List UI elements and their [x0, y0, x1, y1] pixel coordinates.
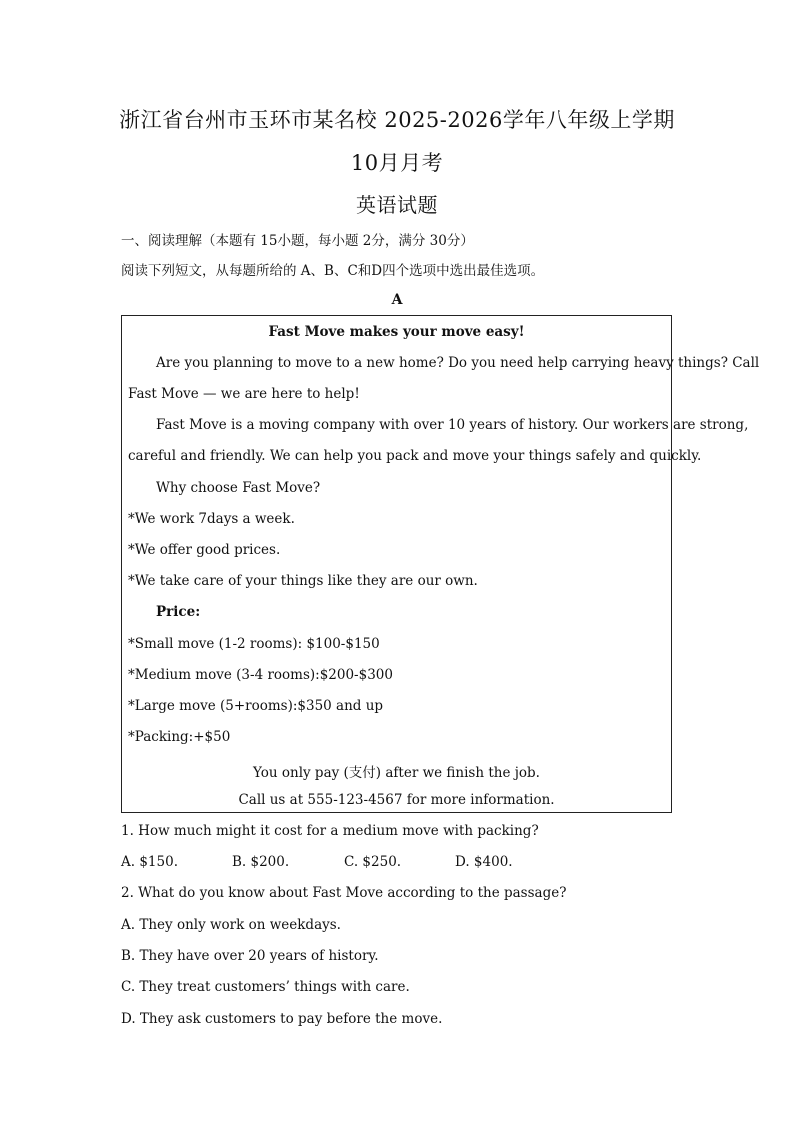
- ad-reason-item: *We take care of your things like they are our own.: [128, 573, 478, 589]
- ad-payment-note: You only pay (支付) after we finish the job.: [253, 765, 540, 781]
- exam-title-line-2: 10月月考: [350, 151, 444, 175]
- ad-contact-line: Call us at 555-123-4567 for more information.: [238, 792, 555, 808]
- question-1-option-a: A. $150.: [121, 854, 178, 870]
- ad-price-item: *Small move (1-2 rooms): $100-$150: [128, 636, 380, 652]
- ad-paragraph-1-line-2: Fast Move — we are here to help!: [128, 386, 360, 402]
- question-2-stem: 2. What do you know about Fast Move according to the passage?: [121, 885, 567, 901]
- ad-reason-item: *We work 7days a week.: [128, 511, 295, 527]
- ad-price-heading: Price:: [156, 604, 201, 620]
- section-instruction: 阅读下列短文，从每题所给的 A、B、C和D四个选项中选出最佳选项。: [121, 263, 545, 279]
- question-1-option-d: D. $400.: [455, 854, 513, 870]
- ad-price-item: *Packing:+$50: [128, 729, 231, 745]
- ad-paragraph-1-line-1: Are you planning to move to a new home? Do you need help carrying heavy things? Call: [156, 355, 760, 371]
- section-heading: 一、阅读理解（本题有 15小题，每小题 2分，满分 30分）: [121, 233, 474, 249]
- ad-paragraph-2-line-1: Fast Move is a moving company with over 10 years of history. Our workers are strong,: [156, 417, 749, 433]
- advertisement-box: [121, 315, 760, 813]
- ad-price-item: *Medium move (3-4 rooms):$200-$300: [128, 667, 393, 683]
- ad-price-item: *Large move (5+rooms):$350 and up: [128, 698, 384, 714]
- question-2-option-b: B. They have over 20 years of history.: [121, 948, 379, 964]
- question-2-option-d: D. They ask customers to pay before the move.: [121, 1011, 443, 1027]
- question-1-option-c: C. $250.: [344, 854, 402, 870]
- ad-paragraph-2-line-2: careful and friendly. We can help you pack and move your things safely and quickly.: [128, 448, 702, 464]
- question-2-option-a: A. They only work on weekdays.: [121, 917, 341, 933]
- exam-subject-title: 英语试题: [356, 193, 438, 217]
- question-2-option-c: C. They treat customers’ things with care.: [121, 979, 410, 995]
- ad-why-heading: Why choose Fast Move?: [156, 480, 321, 496]
- question-1-stem: 1. How much might it cost for a medium move with packing?: [121, 823, 539, 839]
- passage-label: A: [391, 292, 403, 308]
- question-1-option-b: B. $200.: [232, 854, 290, 870]
- ad-headline: Fast Move makes your move easy!: [268, 324, 525, 340]
- ad-reason-item: *We offer good prices.: [128, 542, 281, 558]
- exam-title-line-1: 浙江省台州市玉环市某名校 2025-2026学年八年级上学期: [119, 108, 675, 132]
